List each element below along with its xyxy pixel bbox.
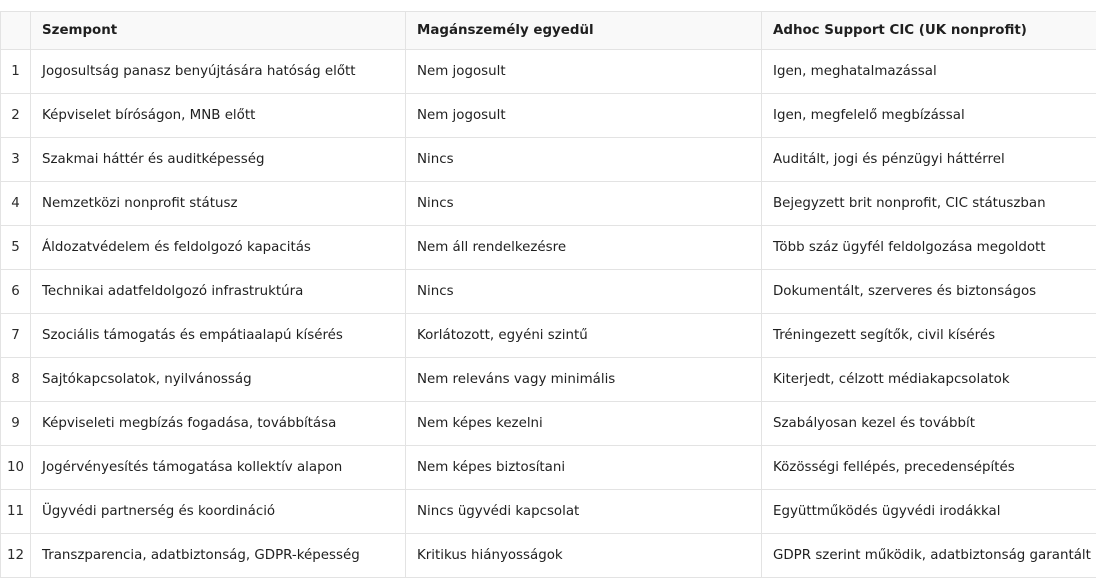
cell-criterion: Jogérvényesítés támogatása kollektív alapon <box>31 446 406 490</box>
cell-adhoc: GDPR szerint működik, adatbiztonság garantált <box>762 534 1096 578</box>
row-index: 8 <box>1 358 31 402</box>
cell-criterion: Sajtókapcsolatok, nyilvánosság <box>31 358 406 402</box>
table-row <box>1 270 1096 314</box>
cell-individual: Nem képes biztosítani <box>406 446 762 490</box>
cell-individual: Kritikus hiányosságok <box>406 534 762 578</box>
row-index: 2 <box>1 94 31 138</box>
header-index <box>1 12 31 50</box>
cell-adhoc: Igen, megfelelő megbízással <box>762 94 1096 138</box>
table-row <box>1 490 1096 534</box>
table-row <box>1 358 1096 402</box>
table-body <box>1 50 1096 578</box>
table-row <box>1 94 1096 138</box>
cell-individual: Korlátozott, egyéni szintű <box>406 314 762 358</box>
cell-criterion: Ügyvédi partnerség és koordináció <box>31 490 406 534</box>
row-index: 11 <box>1 490 31 534</box>
cell-adhoc: Több száz ügyfél feldolgozása megoldott <box>762 226 1096 270</box>
row-index: 4 <box>1 182 31 226</box>
row-index: 12 <box>1 534 31 578</box>
row-index: 9 <box>1 402 31 446</box>
row-index: 10 <box>1 446 31 490</box>
cell-adhoc: Tréningezett segítők, civil kísérés <box>762 314 1096 358</box>
cell-individual: Nem jogosult <box>406 94 762 138</box>
cell-criterion: Képviselet bíróságon, MNB előtt <box>31 94 406 138</box>
cell-individual: Nem releváns vagy minimális <box>406 358 762 402</box>
row-index: 7 <box>1 314 31 358</box>
table-row <box>1 314 1096 358</box>
cell-criterion: Szakmai háttér és auditképesség <box>31 138 406 182</box>
row-index: 3 <box>1 138 31 182</box>
cell-criterion: Technikai adatfeldolgozó infrastruktúra <box>31 270 406 314</box>
cell-criterion: Képviseleti megbízás fogadása, továbbítása <box>31 402 406 446</box>
header-row <box>1 12 1096 50</box>
header-adhoc[interactable]: Adhoc Support CIC (UK nonprofit) <box>762 12 1096 50</box>
table-row <box>1 402 1096 446</box>
cell-criterion: Nemzetközi nonprofit státusz <box>31 182 406 226</box>
cell-adhoc: Dokumentált, szerveres és biztonságos <box>762 270 1096 314</box>
cell-individual: Nincs <box>406 182 762 226</box>
table-row <box>1 182 1096 226</box>
cell-adhoc: Bejegyzett brit nonprofit, CIC státuszban <box>762 182 1096 226</box>
cell-criterion: Jogosultság panasz benyújtására hatóság előtt <box>31 50 406 94</box>
cell-adhoc: Szabályosan kezel és továbbít <box>762 402 1096 446</box>
comparison-table <box>0 11 1096 578</box>
cell-individual: Nincs <box>406 270 762 314</box>
cell-criterion: Áldozatvédelem és feldolgozó kapacitás <box>31 226 406 270</box>
table-row <box>1 50 1096 94</box>
table-row <box>1 446 1096 490</box>
cell-adhoc: Közösségi fellépés, precedensépítés <box>762 446 1096 490</box>
cell-individual: Nem képes kezelni <box>406 402 762 446</box>
cell-individual: Nem jogosult <box>406 50 762 94</box>
table-row <box>1 138 1096 182</box>
cell-adhoc: Együttműködés ügyvédi irodákkal <box>762 490 1096 534</box>
header-individual[interactable]: Magánszemély egyedül <box>406 12 762 50</box>
cell-individual: Nincs ügyvédi kapcsolat <box>406 490 762 534</box>
cell-criterion: Transzparencia, adatbiztonság, GDPR-képesség <box>31 534 406 578</box>
cell-adhoc: Igen, meghatalmazással <box>762 50 1096 94</box>
row-index: 1 <box>1 50 31 94</box>
row-index: 5 <box>1 226 31 270</box>
row-index: 6 <box>1 270 31 314</box>
cell-individual: Nincs <box>406 138 762 182</box>
header-criterion[interactable]: Szempont <box>31 12 406 50</box>
cell-adhoc: Kiterjedt, célzott médiakapcsolatok <box>762 358 1096 402</box>
cell-criterion: Szociális támogatás és empátiaalapú kísérés <box>31 314 406 358</box>
table-row <box>1 534 1096 578</box>
table-header <box>1 12 1096 50</box>
cell-adhoc: Auditált, jogi és pénzügyi háttérrel <box>762 138 1096 182</box>
cell-individual: Nem áll rendelkezésre <box>406 226 762 270</box>
table-row <box>1 226 1096 270</box>
